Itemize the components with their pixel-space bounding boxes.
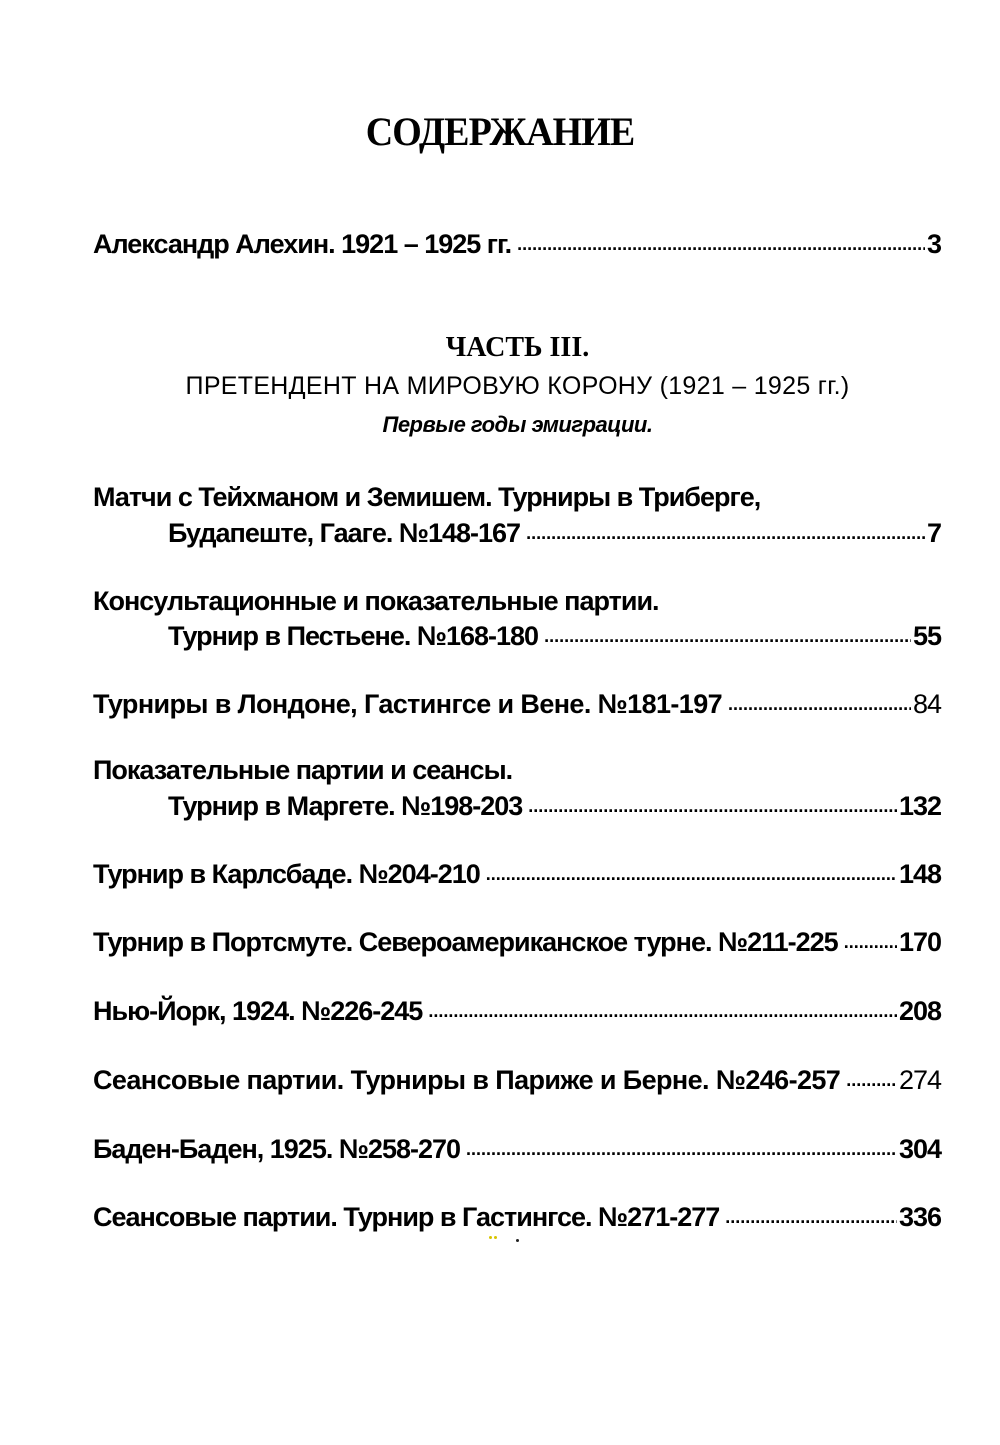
toc-entry[interactable] [93, 993, 941, 1027]
toc-entry[interactable] [93, 686, 941, 720]
toc-entry-text: Сеансовые партии. Турниры в Париже и Берне. №246-257 [93, 1065, 841, 1095]
dot-leader [428, 993, 897, 1020]
dot-leader [844, 924, 897, 951]
toc-page-number: 3 [926, 229, 941, 259]
toc-entry[interactable] [168, 618, 941, 652]
dot-leader [846, 1062, 897, 1089]
toc-entry-heading: Консультационные и показательные партии. [93, 586, 659, 616]
dot-leader [486, 856, 897, 883]
scan-speck [494, 1236, 497, 1239]
toc-entry-text: Будапеште, Гааге. №148-167 [168, 518, 521, 548]
dot-leader [725, 1199, 897, 1226]
part-subtitle: Первые годы эмиграции. [382, 412, 653, 437]
part-number: ЧАСТЬ III. [445, 332, 590, 363]
toc-entry[interactable] [93, 856, 941, 890]
toc-entry-intro[interactable] [93, 226, 941, 260]
dot-leader [528, 788, 897, 815]
toc-entry[interactable] [168, 515, 941, 549]
toc-page-number: 274 [898, 1065, 941, 1095]
dot-leader [466, 1131, 897, 1158]
toc-page-number: 7 [926, 518, 941, 548]
dot-leader [544, 618, 911, 645]
toc-page-number: 148 [898, 859, 941, 889]
toc-page-number: 55 [912, 621, 941, 651]
toc-entry[interactable] [93, 1199, 941, 1233]
toc-entry-text: Турнир в Маргете. №198-203 [168, 791, 523, 821]
dot-leader [517, 226, 925, 253]
scan-speck [516, 1239, 519, 1242]
toc-entry[interactable] [93, 1131, 941, 1165]
toc-entry-text: Нью-Йорк, 1924. №226-245 [93, 996, 423, 1026]
toc-entry-text: Александр Алехин. 1921 – 1925 гг. [93, 229, 512, 259]
toc-page-number: 304 [898, 1134, 941, 1164]
toc-entry-text: Турнир в Пестьене. №168-180 [168, 621, 539, 651]
dot-leader [526, 515, 925, 542]
toc-page-number: 84 [912, 689, 941, 719]
toc-entry-text: Сеансовые партии. Турнир в Гастингсе. №271-277 [93, 1202, 720, 1232]
toc-entry-text: Баден-Баден, 1925. №258-270 [93, 1134, 461, 1164]
toc-entry-text: Турниры в Лондоне, Гастингсе и Вене. №181-197 [93, 689, 723, 719]
scan-speck [489, 1236, 492, 1239]
toc-entry[interactable] [168, 788, 941, 822]
toc-entry-heading: Матчи с Тейхманом и Земишем. Турниры в Триберге, [93, 482, 761, 512]
toc-entry-text: Турнир в Портсмуте. Североамериканское турне. №211-225 [93, 927, 838, 957]
toc-page-number: 336 [898, 1202, 941, 1232]
dot-leader [728, 686, 911, 713]
toc-page-number: 170 [898, 927, 941, 957]
part-title: ПРЕТЕНДЕНТ НА МИРОВУЮ КОРОНУ (1921 – 1925 гг.) [185, 372, 850, 400]
toc-entry-text: Турнир в Карлсбаде. №204-210 [93, 859, 480, 889]
page-title: СОДЕРЖАНИЕ [365, 109, 635, 154]
toc-page-number: 132 [898, 791, 941, 821]
toc-page-number: 208 [898, 996, 941, 1026]
toc-entry[interactable] [93, 1062, 941, 1096]
toc-entry-heading: Показательные партии и сеансы. [93, 755, 513, 785]
toc-entry[interactable] [93, 924, 941, 958]
